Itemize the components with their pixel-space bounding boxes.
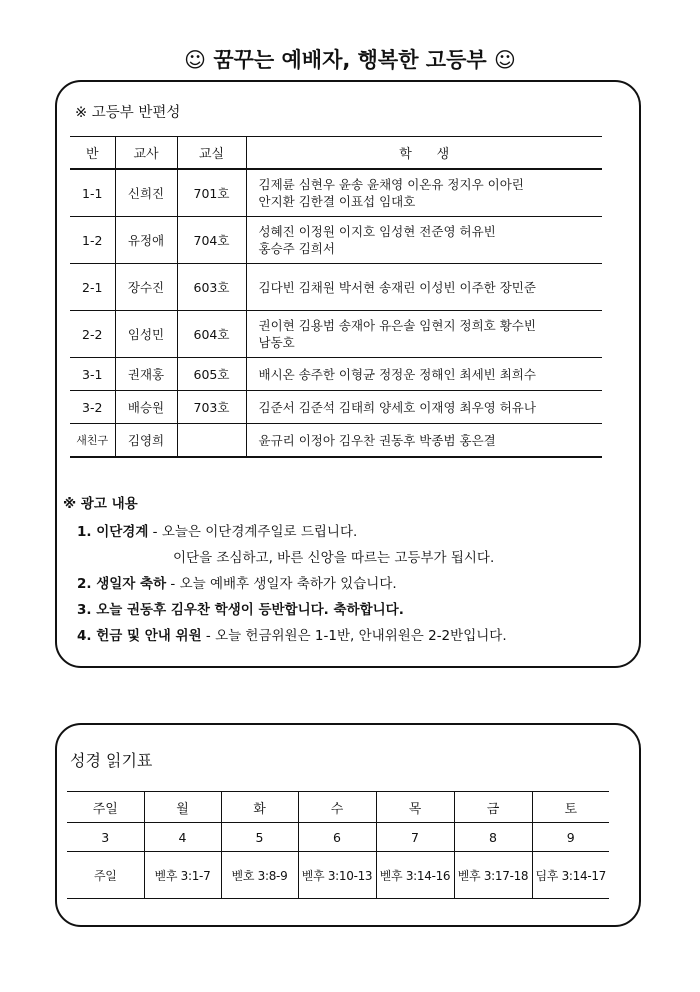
teacher-cell: 장수진 <box>115 264 177 311</box>
col-room: 교실 <box>177 137 246 170</box>
teacher-cell: 임성민 <box>115 311 177 358</box>
date-cell: 7 <box>376 823 454 852</box>
notice-item: 2. 생일자 축하 - 오늘 예배후 생일자 축하가 있습니다. <box>77 576 397 592</box>
col-teacher: 교사 <box>115 137 177 170</box>
day-cell: 금 <box>454 792 532 823</box>
teacher-cell: 신희진 <box>115 169 177 217</box>
room-cell: 605호 <box>177 358 246 391</box>
passage-cell: 주일 <box>67 852 144 899</box>
notices-section <box>63 492 623 649</box>
table-row <box>70 311 602 358</box>
day-cell: 주일 <box>67 792 144 823</box>
table-header-row <box>70 137 602 170</box>
day-cell: 수 <box>298 792 376 823</box>
students-cell: 윤규리 이정아 김우찬 권동후 박종범 홍은결 <box>246 424 602 458</box>
reading-heading: 성경 읽기표 <box>70 751 153 770</box>
passage-cell: 벧후 3:17-18 <box>454 852 532 899</box>
notice-item: 3. 오늘 권동후 김우찬 학생이 등반합니다. 축하합니다. <box>77 602 404 618</box>
passage-cell: 벧후 3:10-13 <box>298 852 376 899</box>
reading-days-row <box>67 792 609 823</box>
table-row <box>70 424 602 458</box>
reading-passages-row <box>67 852 609 899</box>
notice-item: 1. 이단경계 - 오늘은 이단경계주일로 드립니다. <box>77 524 358 540</box>
notice-item: 4. 헌금 및 안내 위원 - 오늘 헌금위원은 1-1반, 안내위원은 2-2반입니다. <box>77 628 507 644</box>
table-row <box>70 391 602 424</box>
date-cell: 4 <box>144 823 221 852</box>
reading-dates-row <box>67 823 609 852</box>
room-cell: 603호 <box>177 264 246 311</box>
table-row <box>70 217 602 264</box>
day-cell: 토 <box>532 792 609 823</box>
students-cell: 권이현 김용범 송재아 유은솔 임현지 정희호 황수빈 남동호 <box>246 311 602 358</box>
students-cell: 성혜진 이정원 이지호 임성현 전준영 허유빈 홍승주 김희서 <box>246 217 602 264</box>
passage-cell: 딤후 3:14-17 <box>532 852 609 899</box>
room-cell <box>177 424 246 458</box>
class-cell: 새친구 <box>70 424 115 458</box>
day-cell: 화 <box>221 792 298 823</box>
class-cell: 1-2 <box>70 217 115 264</box>
room-cell: 701호 <box>177 169 246 217</box>
table-row <box>70 169 602 217</box>
col-class: 반 <box>70 137 115 170</box>
date-cell: 9 <box>532 823 609 852</box>
teacher-cell: 유정애 <box>115 217 177 264</box>
table-row <box>70 358 602 391</box>
notice-continuation: 이단을 조심하고, 바른 신앙을 따르는 고등부가 됩시다. <box>173 550 495 566</box>
notices-heading: ※ 광고 내용 <box>63 496 138 512</box>
date-cell: 6 <box>298 823 376 852</box>
day-cell: 목 <box>376 792 454 823</box>
students-cell: 김준서 김준석 김태희 양세호 이재영 최우영 허유나 <box>246 391 602 424</box>
passage-cell: 벧후 3:1-7 <box>144 852 221 899</box>
table-row <box>70 264 602 311</box>
teacher-cell: 배승원 <box>115 391 177 424</box>
room-cell: 703호 <box>177 391 246 424</box>
reading-table <box>67 791 609 899</box>
class-cell: 2-2 <box>70 311 115 358</box>
passage-cell: 벧후 3:14-16 <box>376 852 454 899</box>
teacher-cell: 김영희 <box>115 424 177 458</box>
class-cell: 2-1 <box>70 264 115 311</box>
page-title: ☺ 꿈꾸는 예배자, 행복한 고등부 ☺ <box>184 48 516 72</box>
students-cell: 김다빈 김채원 박서현 송재린 이성빈 이주한 장민준 <box>246 264 602 311</box>
room-cell: 604호 <box>177 311 246 358</box>
students-cell: 배시온 송주한 이형균 정정운 정해인 최세빈 최희수 <box>246 358 602 391</box>
room-cell: 704호 <box>177 217 246 264</box>
class-cell: 3-1 <box>70 358 115 391</box>
class-cell: 3-2 <box>70 391 115 424</box>
class-table <box>70 136 602 458</box>
passage-cell: 벧호 3:8-9 <box>221 852 298 899</box>
col-students: 학 생 <box>246 137 602 170</box>
students-cell: 김제륜 심현우 윤송 윤채영 이온유 정지우 이아린 안지환 김한결 이표섭 임대호 <box>246 169 602 217</box>
day-cell: 월 <box>144 792 221 823</box>
teacher-cell: 권재홍 <box>115 358 177 391</box>
date-cell: 3 <box>67 823 144 852</box>
date-cell: 5 <box>221 823 298 852</box>
date-cell: 8 <box>454 823 532 852</box>
class-cell: 1-1 <box>70 169 115 217</box>
class-section-heading: ※ 고등부 반편성 <box>75 105 181 121</box>
